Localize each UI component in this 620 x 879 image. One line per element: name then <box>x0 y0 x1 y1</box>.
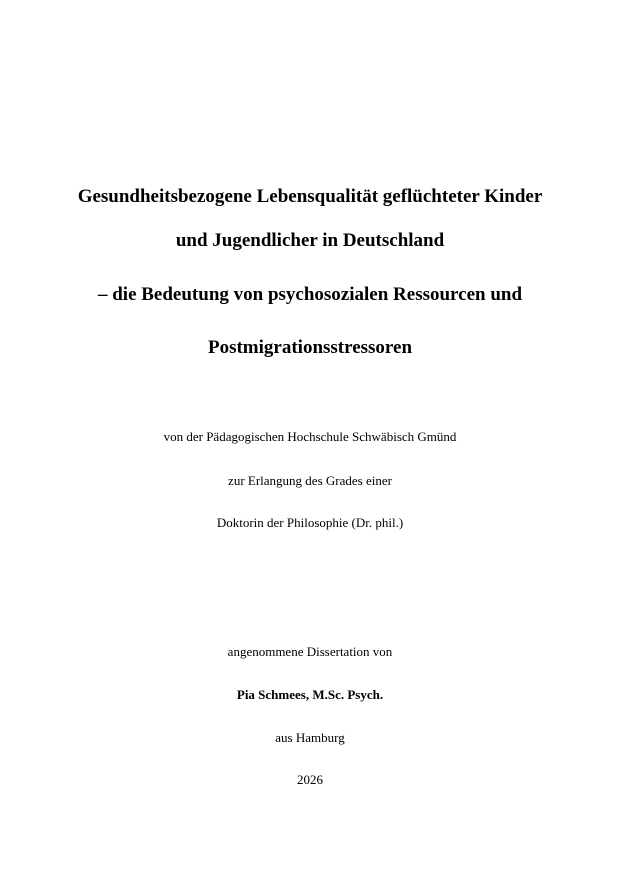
title-line-3: – die Bedeutung von psychosozialen Ressourcen und <box>97 284 523 305</box>
dissertation-intro: angenommene Dissertation von <box>227 644 393 659</box>
degree-title-line: Doktorin der Philosophie (Dr. phil.) <box>216 515 404 530</box>
title-line-4: Postmigrationsstressoren <box>207 337 413 358</box>
title-line-2: und Jugendlicher in Deutschland <box>175 230 445 251</box>
degree-purpose-line: zur Erlangung des Grades einer <box>228 473 392 488</box>
author-origin: aus Hamburg <box>275 730 345 745</box>
author-name: Pia Schmees, M.Sc. Psych. <box>236 687 384 702</box>
institution-line: von der Pädagogischen Hochschule Schwäbisch Gmünd <box>163 429 457 444</box>
publication-year: 2026 <box>297 772 323 787</box>
title-line-1: Gesundheitsbezogene Lebensqualität geflüchteter Kinder <box>77 186 543 207</box>
